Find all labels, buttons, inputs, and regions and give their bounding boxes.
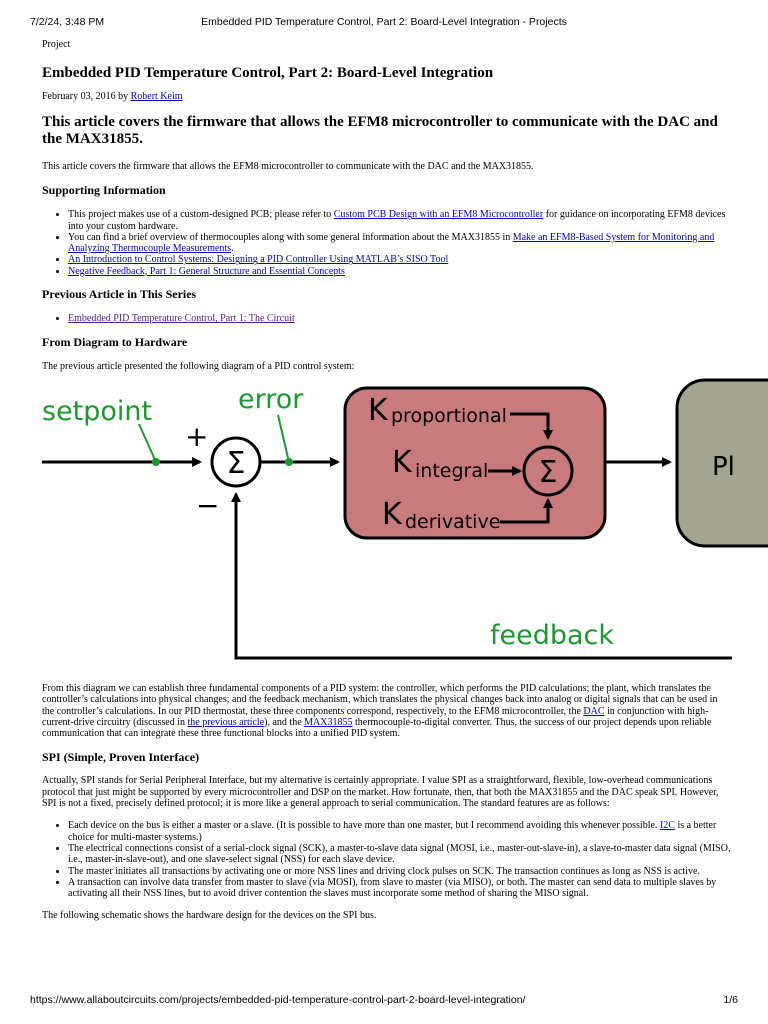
list-item-text: This project makes use of a custom-designed PCB; please refer to — [68, 209, 334, 221]
list-item-text: . — [231, 243, 234, 255]
spi-heading: SPI (Simple, Proven Interface) — [42, 750, 200, 765]
k-derivative-symbol: K — [382, 497, 402, 532]
article-continued — [42, 683, 732, 922]
list-item-text: Each device on the bus is either a master or a slave. (It is possible to have more than one master, but I recommend avoiding this whenever possible. — [68, 820, 660, 832]
list-item: • A transaction can involve data transfer from master to slave (via MOSI), from slave to master (via MISO), or both. The master can send data to multiple slaves by activating all their NSS lines, but to avoid driver contention the slaves must incorporate some method of sharing the MISO signal. — [68, 877, 732, 900]
link-efm8-thermocouple[interactable]: Make an EFM8-Based System for Monitoring and Analyzing Thermocouple Measurements — [68, 231, 715, 255]
previous-heading: Previous Article in This Series — [42, 287, 197, 302]
setpoint-label: setpoint — [42, 396, 153, 427]
article — [42, 39, 732, 373]
error-label: error — [238, 384, 304, 415]
list-item-text: You can find a brief overview of thermocouples along with some general information about the MAX31855 in — [68, 231, 513, 243]
error-leader — [278, 415, 289, 462]
link-intro-control-systems[interactable]: An Introduction to Control Systems: Designing a PID Controller Using MATLAB’s SISO Tool — [68, 254, 449, 266]
link-dac[interactable]: DAC — [583, 705, 605, 717]
list-item-text: is a better choice for multi-master systems.) — [68, 820, 717, 843]
list-item — [68, 820, 732, 843]
integral-label: integral — [415, 460, 489, 482]
link-negative-feedback[interactable]: Negative Feedback, Part 1: General Structure and Essential Concepts — [68, 265, 345, 277]
byline — [42, 91, 732, 103]
k-integral-symbol: K — [392, 445, 412, 480]
print-datetime: 7/2/24, 3:48 PM — [30, 16, 105, 28]
link-max31855[interactable]: MAX31855 — [304, 716, 353, 728]
supporting-list — [42, 209, 732, 277]
schematic-intro: The following schematic shows the hardware design for the devices on the SPI bus. — [42, 910, 377, 922]
minus-sign: − — [196, 489, 220, 522]
intro-paragraph: This article covers the firmware that allows the EFM8 microcontroller to communicate with the DAC and the MAX31855. — [42, 161, 534, 172]
k-proportional-symbol: K — [368, 393, 388, 428]
feedback-label: feedback — [490, 620, 615, 651]
inner-sigma-symbol: Σ — [538, 455, 558, 490]
plant-label: Pl — [712, 452, 735, 482]
breadcrumb: Project — [42, 39, 71, 50]
link-custom-pcb[interactable]: Custom PCB Design with an EFM8 Microcontroller — [333, 209, 544, 221]
byline-date: February 03, 2016 by — [42, 91, 129, 102]
print-url: https://www.allaboutcircuits.com/projects/embedded-pid-temperature-control-part-2-board-level-integration/ — [30, 994, 526, 1006]
author-link[interactable]: Robert Keim — [130, 91, 183, 102]
pid-block-diagram — [0, 340, 768, 670]
diagram-intro: The previous article presented the following diagram of a PID control system: — [42, 361, 355, 373]
plus-sign: + — [185, 420, 209, 453]
print-doc-title: Embedded PID Temperature Control, Part 2: Board-Level Integration - Projects — [201, 16, 567, 28]
link-previous-article[interactable]: the previous article — [187, 716, 265, 728]
link-i2c[interactable]: I2C — [659, 820, 675, 832]
page-number: 1/6 — [723, 994, 738, 1006]
derivative-label: derivative — [405, 511, 501, 533]
explain-paragraph — [42, 683, 732, 739]
paragraph-text: thermocouple-to-digital converter. Thus, the success of our project depends upon reliable communication that can integrate these three functional blocks into a unified PID system. — [42, 716, 712, 740]
sigma-symbol: Σ — [226, 446, 246, 481]
list-item — [68, 254, 732, 265]
spi-features-list — [42, 820, 732, 899]
list-item — [68, 209, 732, 232]
list-item — [68, 266, 732, 277]
link-part-1[interactable]: Embedded PID Temperature Control, Part 1: The Circuit — [68, 313, 295, 325]
diagram-heading: From Diagram to Hardware — [42, 335, 188, 350]
setpoint-leader — [139, 424, 156, 462]
list-item-text: for guidance on incorporating EFM8 devices into your custom hardware. — [68, 209, 726, 232]
list-item — [68, 313, 732, 324]
paragraph-text: From this diagram we can establish three fundamental components of a PID system: the controller, which performs the PID calculations; the plant, which translates the controller’s calculations into physical changes; and the feedback mechanism, which translates the physical changes back into analog or digital signals that can be used in the controller’s calculations. In our PID thermostat, these three components correspond, respectively, to the EFM8 microcontroller, the — [42, 683, 718, 717]
list-item: • The master initiates all transactions by activating one or more NSS lines and driving clock pulses on SCK. The transaction continues as long as NSS is active. — [68, 866, 732, 877]
spi-paragraph: Actually, SPI stands for Serial Peripheral Interface, but my alternative is certainly appropriate. I value SPI as a straightforward, flexible, low-overhead communications protocol that just might be supported by every microcontroller and DSP on the market. How fortunate, then, that both the MAX31855 and the DAC speak SPI. However, SPI is not a fixed, precisely defined protocol; it is more like a general approach to serial communication. The standard features are as follows: — [42, 775, 719, 810]
paragraph-text: in conjunction with high-current-drive circuitry (discussed in — [42, 705, 709, 728]
paragraph-text: ), and the — [264, 716, 305, 728]
supporting-heading: Supporting Information — [42, 183, 166, 198]
page-title: Embedded PID Temperature Control, Part 2: Board-Level Integration — [42, 65, 494, 81]
proportional-label: proportional — [391, 405, 507, 427]
list-item — [68, 232, 732, 255]
previous-list — [42, 313, 732, 324]
list-item: • The electrical connections consist of a serial-clock signal (SCK), a master-to-slave data signal (MOSI, i.e., master-out-slave-in), a slave-to-master data signal (MISO, i.e., master-in-slave-out), and one slave-select signal (NSS) for each slave device. — [68, 843, 732, 866]
lead-summary: This article covers the firmware that allows the EFM8 microcontroller to communicate with the DAC and the MAX31855. — [42, 114, 718, 147]
